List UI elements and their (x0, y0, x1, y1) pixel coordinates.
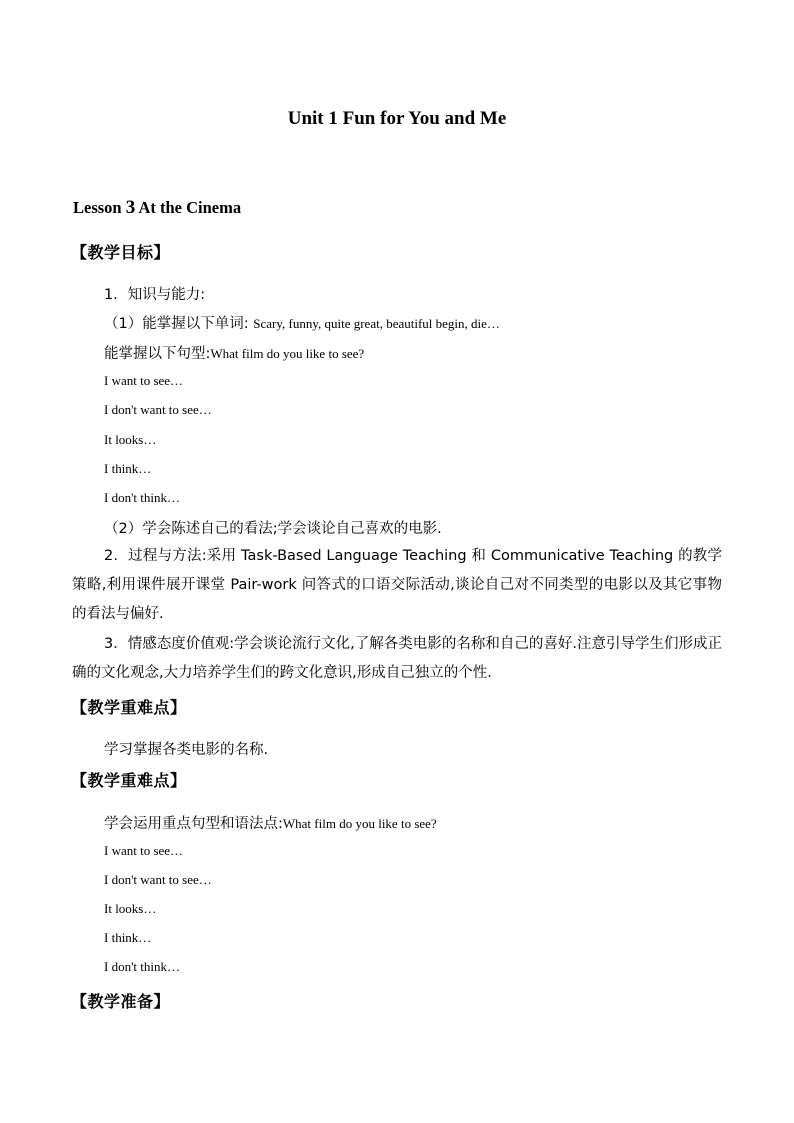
pattern-line: I want to see… (104, 843, 184, 858)
objective-1-words (104, 312, 500, 333)
pattern-line: I think… (104, 461, 152, 476)
pattern-line: I think… (104, 930, 152, 945)
pattern-line: I don't want to see… (104, 402, 212, 417)
objective-1-patterns-question: What film do you like to see? (210, 346, 365, 361)
objective-1-title: 1．知识与能力: (104, 287, 206, 303)
lesson-number: 3 (125, 197, 136, 218)
pattern-line: It looks… (104, 901, 157, 916)
objective-1-patterns (104, 342, 364, 363)
heading-difficult-points: 【教学重难点】 (71, 771, 187, 790)
pattern-line: I don't want to see… (104, 872, 212, 887)
objective-3-attitude: 3．情感态度价值观:学会谈论流行文化,了解各类电影的名称和自己的喜好.注意引导学生们形成正确的文化观念,大力培养学生们的跨文化意识,形成自己独立的个性. (72, 636, 722, 681)
pattern-line: I want to see… (104, 373, 184, 388)
heading-preparation: 【教学准备】 (71, 992, 171, 1011)
pattern-line: It looks… (104, 432, 157, 447)
objective-1-words-list: Scary, funny, quite great, beautiful begin, die… (253, 316, 500, 331)
objective-2-process: 2．过程与方法:采用 Task-Based Language Teaching 和 Communicative Teaching 的教学策略,利用课件展开课堂 Pair-work 问答式的口语交际活动,谈论自己对不同类型的电影以及其它事物的看法与偏好. (72, 548, 722, 622)
objective-1-words-label: （1）能掌握以下单词: (104, 316, 254, 332)
key-points-text: 学习掌握各类电影的名称. (104, 742, 269, 758)
pattern-line: I don't think… (104, 490, 181, 505)
difficult-points-label: 学会运用重点句型和语法点: (104, 816, 283, 832)
lesson-title (73, 197, 241, 219)
objective-1-patterns-label: 能掌握以下句型: (104, 346, 211, 362)
difficult-points-question: What film do you like to see? (282, 816, 437, 831)
lesson-prefix: Lesson (73, 198, 126, 217)
objective-1-opinion: （2）学会陈述自己的看法;学会谈论自己喜欢的电影. (104, 521, 442, 537)
heading-key-points: 【教学重难点】 (71, 698, 187, 717)
document-title: Unit 1 Fun for You and Me (287, 108, 507, 129)
pattern-line: I don't think… (104, 959, 181, 974)
heading-objectives: 【教学目标】 (71, 243, 171, 262)
lesson-name: At the Cinema (135, 198, 242, 217)
difficult-points-text (104, 812, 437, 833)
